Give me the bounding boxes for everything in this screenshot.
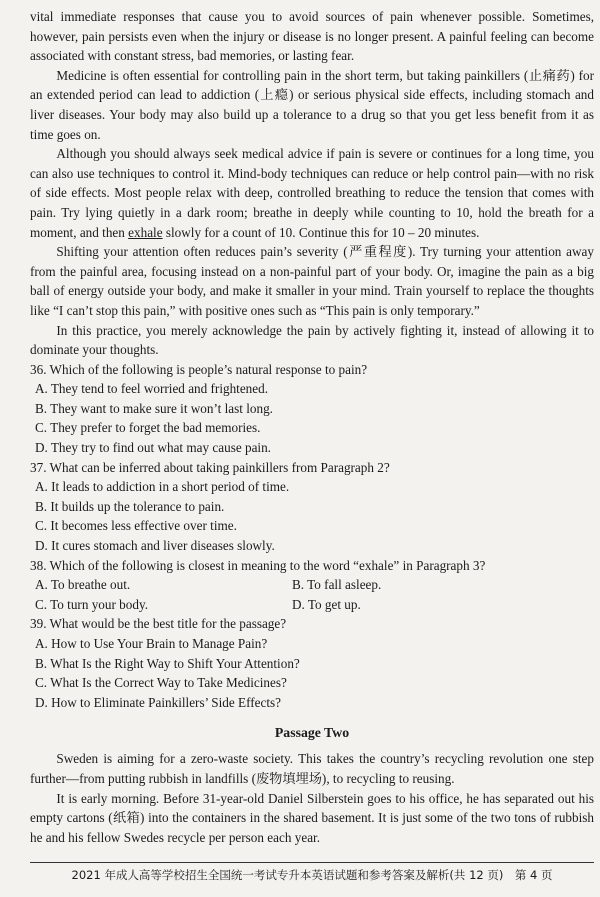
- option-c: C. To turn your body.: [35, 596, 148, 612]
- option-d: D. How to Eliminate Painkillers’ Side Effects?: [35, 694, 281, 710]
- option-row: [30, 575, 594, 595]
- paragraph-3-part-a: Although you should always seek medical advice if pain is severe or continues for a long time, you can also use techniques to control it. Mind-body techniques can reduce or help control pain—with no risk of side effects. Most people relax with deep, controlled breathing to reduce the tension that comes with pain. Try lying quietly in a dark room; breathe in deeply while counting to 10, hold the breath for a moment, and then: [30, 146, 594, 240]
- option-b: B. It builds up the tolerance to pain.: [35, 498, 225, 514]
- option-d: D. They try to find out what may cause pain.: [35, 440, 271, 456]
- word-exhale: exhale: [128, 224, 163, 240]
- option-a: A. How to Use Your Brain to Manage Pain?: [35, 636, 268, 651]
- question-39: [30, 614, 594, 712]
- passage-two-paragraph-1: Sweden is aiming for a zero-waste society. This takes the country’s recycling revolution one step further—from putting rubbish in landfills (废物填埋场), to recycling to reusing.: [30, 751, 594, 786]
- option-d: D. To get up.: [292, 596, 361, 612]
- option-d: D. It cures stomach and liver diseases slowly.: [35, 538, 275, 554]
- option-c: C. It becomes less effective over time.: [35, 518, 237, 534]
- page-footer: 2021 年成人高等学校招生全国统一考试专升本英语试题和参考答案及解析(共 12 页) 第 4 页: [30, 862, 594, 883]
- paragraph-5: In this practice, you merely acknowledge the pain by actively fighting it, instead of allowing it to dominate your thoughts.: [30, 322, 594, 358]
- paragraph-3-part-b: slowly for a count of 10. Continue this for 10 – 20 minutes.: [162, 224, 480, 240]
- option-row: [30, 595, 594, 615]
- option-b: B. To fall asleep.: [292, 577, 382, 593]
- option-c: C. What Is the Correct Way to Take Medicines?: [35, 675, 287, 691]
- paragraph-3: [30, 144, 594, 242]
- passage-two-paragraph-2: It is early morning. Before 31-year-old Daniel Silberstein goes to his office, he has separated out his empty cartons (纸箱) into the containers in the shared basement. It is just some of the two tons of rubbish he and his fellow Swedes recycle per person each year.: [30, 790, 594, 845]
- option-b: B. They want to make sure it won’t last long.: [35, 400, 273, 416]
- option-a: A. To breathe out.: [35, 577, 131, 593]
- question-38: [30, 556, 594, 615]
- paragraph-1-continued: vital immediate responses that cause you to avoid sources of pain whenever possible. Sometimes, however, pain persists even when the injury or disease is no longer present. A painful feeling can become associated with constant stress, bad memories, or lasting fear.: [30, 9, 594, 64]
- question-stem: 37. What can be inferred about taking painkillers from Paragraph 2?: [30, 459, 390, 475]
- option-a: A. They tend to feel worried and frightened.: [35, 381, 269, 397]
- option-c: C. They prefer to forget the bad memories.: [35, 420, 261, 436]
- option-b: B. What Is the Right Way to Shift Your Attention?: [35, 655, 300, 671]
- passage-two-title: Passage Two: [274, 725, 350, 741]
- question-stem: 39. What would be the best title for the passage?: [30, 616, 287, 632]
- option-a: A. It leads to addiction in a short period of time.: [35, 479, 290, 495]
- question-stem: 36. Which of the following is people’s natural response to pain?: [30, 361, 368, 377]
- question-37: [30, 458, 594, 556]
- paragraph-4: Shifting your attention often reduces pain’s severity (严重程度). Try turning your attention away from the painful area, focusing instead on a non-painful part of your body. Or, imagine the pain as a big ball of energy outside your body, and make it smaller in your mind. Train yourself to replace the thoughts like “I can’t stop this pain,” with positive ones such as “This pain is only temporary.”: [30, 244, 594, 318]
- paragraph-2: Medicine is often essential for controlling pain in the short term, but taking painkillers (止痛药) for an extended period can lead to addiction (上瘾) or serious physical side effects, including stomach and liver diseases. Your body may also build up a tolerance to a drug so that you get less benefit from it as time goes on.: [30, 67, 594, 142]
- question-stem: 38. Which of the following is closest in meaning to the word “exhale” in Paragraph 3?: [30, 557, 486, 573]
- question-36: [30, 360, 594, 458]
